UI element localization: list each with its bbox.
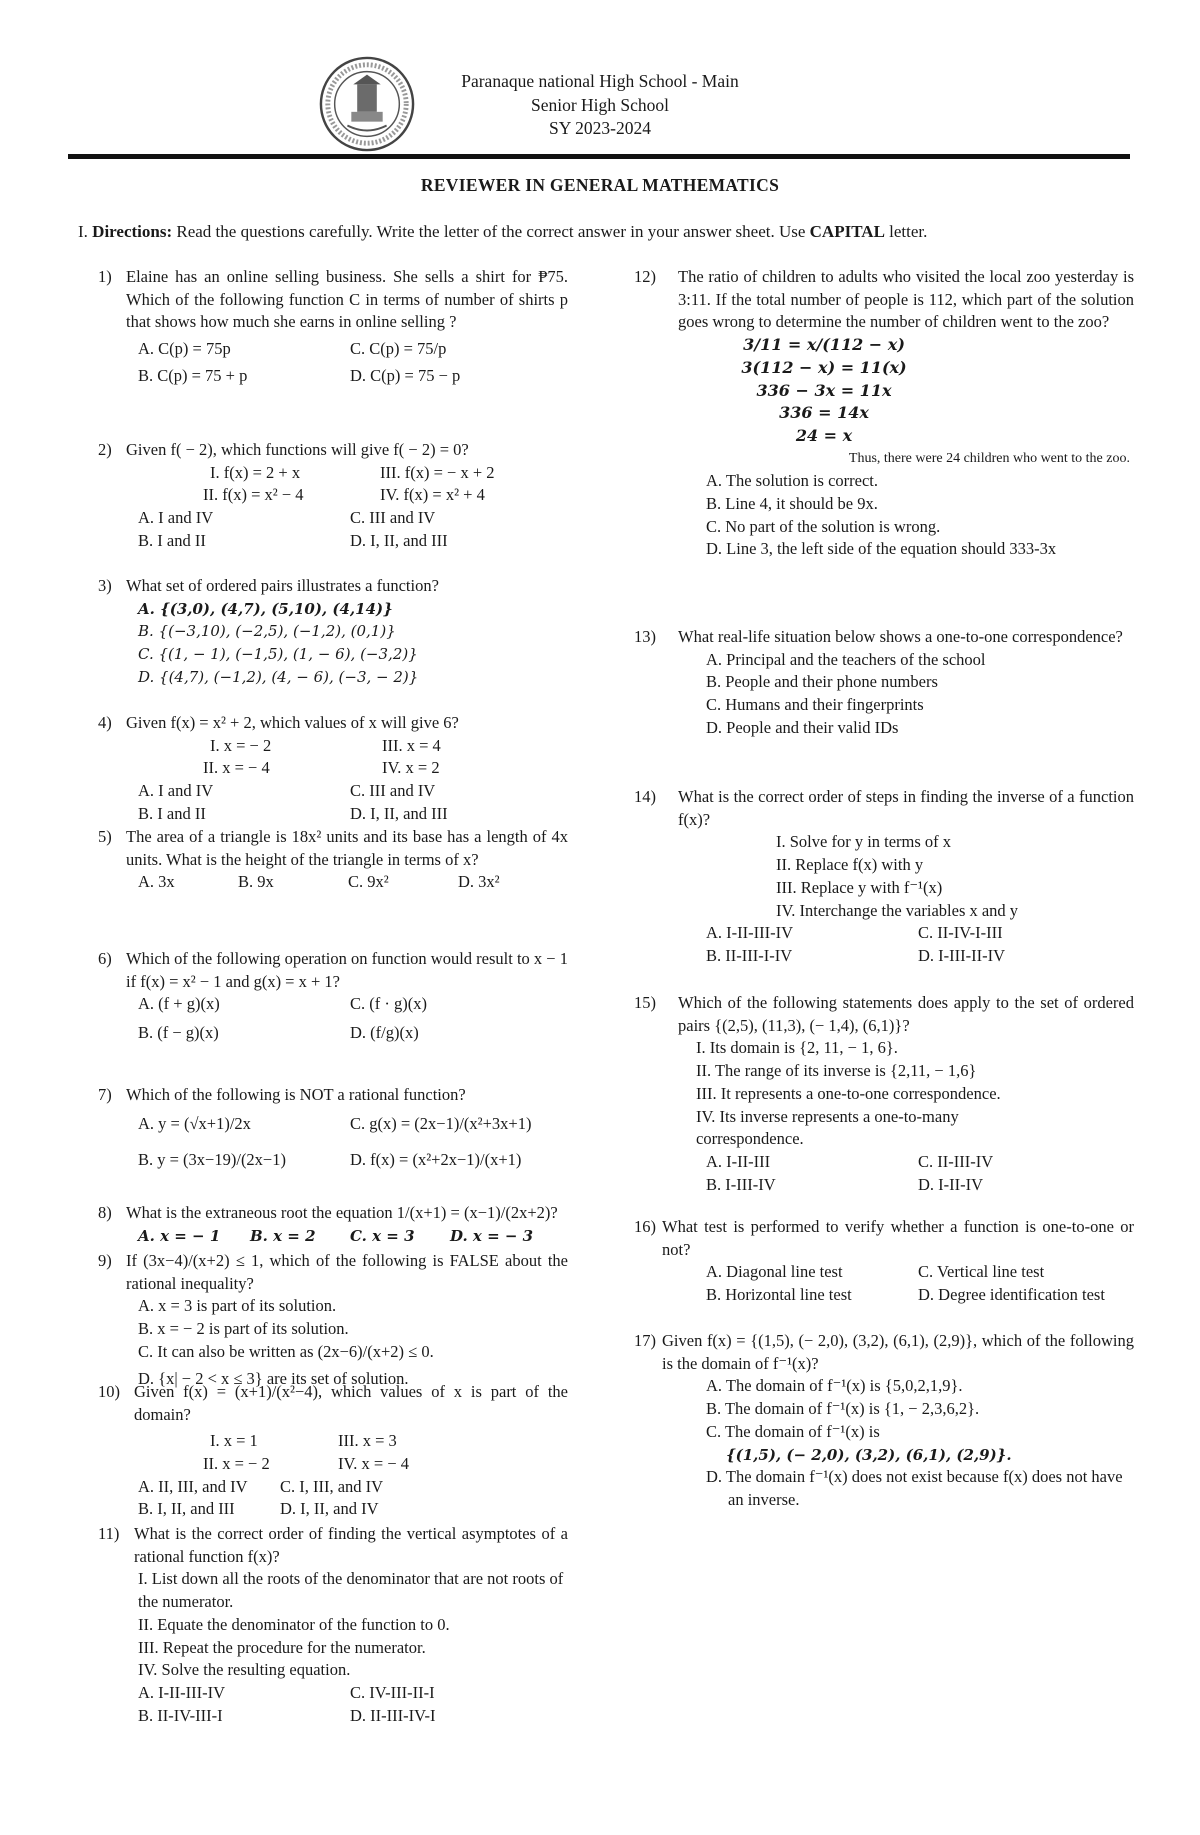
school-year: SY 2023-2024 (549, 118, 651, 138)
question-1: 1) Elaine has an online selling business. She sells a shirt for ₱75. Which of the following function C in terms of number of shirts p that shows how much she earns in online selling ? A. C(p) = 75p C. C(p) = 75/p B. C(p) = 75 + p D. C(p) = 75 − p (98, 267, 568, 385)
page-title: REVIEWER IN GENERAL MATHEMATICS (420, 175, 780, 195)
question-7: 7) Which of the following is NOT a rational function? A. y = (√x+1)/2x C. g(x) = (2x−1)/(x²+3x+1) B. y = (3x−19)/(2x−1) D. f(x) = (x²+2x−1)/(x+1) (98, 1085, 532, 1170)
school-header (0, 70, 1200, 141)
question-4: 4) Given f(x) = x² + 2, which values of x will give 6? I. x = − 2 III. x = 4 II. x = − 4 IV. x = 2 A. I and IV C. III and IV B. I and II D. I, II, and III (98, 713, 459, 823)
header-divider (68, 154, 1130, 159)
question-8: 8) What is the extraneous root the equation 1/(x+1) = (x−1)/(2x+2)? A. x = − 1 B. x = 2 C. x = 3 D. x = − 3 (98, 1203, 558, 1245)
question-17: 17) Given f(x) = {(1,5), (− 2,0), (3,2), (6,1), (2,9)}, which of the following is the domain of f⁻¹(x)? A. The domain of f⁻¹(x) is {5,0,2,1,9}. B. The domain of f⁻¹(x) is {1, − 2,3,6,2}. C. The domain of f⁻¹(x) is {(1,5), (− 2,0), (3,2), (6,1), (2,9)}. D. The domain f⁻¹(x) does not exist because f(x) does not have an inverse. (634, 1331, 1134, 1509)
school-name: Paranaque national High School - Main (461, 71, 739, 91)
question-16: 16) What test is performed to verify whether a function is one-to-one or not? A. Diagonal line test C. Vertical line test B. Horizontal line test D. Degree identification test (634, 1217, 1134, 1305)
school-division: Senior High School (530, 94, 670, 115)
question-10: 10) Given f(x) = (x+1)/(x²−4), which values of x is part of the domain? I. x = 1 III. x = 3 II. x = − 2 IV. x = − 4 A. II, III, and IV C. I, III, and IV B. I, II, and III D. I, II, and IV (98, 1382, 568, 1519)
question-3: 3) What set of ordered pairs illustrates a function? A. {(3,0), (4,7), (5,10), (4,14)} B. {(−3,10), (−2,5), (−1,2), (0,1)} C. {(1, − 1), (−1,5), (1, − 6), (−3,2)} D. {(4,7), (−1,2), (4, − 6), (−3, − 2)} (98, 576, 439, 686)
question-13: 13) What real-life situation below shows a one-to-one correspondence? A. Principal and the teachers of the school B. People and their phone numbers C. Humans and their fingerprints D. People and their valid IDs (634, 627, 1123, 737)
question-6: 6) Which of the following operation on function would result to x − 1 if f(x) = x² − 1 and g(x) = x + 1? A. (f + g)(x) C. (f · g)(x) B. (f − g)(x) D. (f/g)(x) (98, 949, 568, 1043)
question-14: 14) What is the correct order of steps in finding the inverse of a function f(x)? I. Solve for y in terms of x II. Replace f(x) with y III. Replace y with f⁻¹(x) IV. Interchange the variables x and y A. I-II-III-IV C. II-IV-I-III B. II-III-I-IV D. I-III-II-IV (634, 787, 1134, 965)
question-9: 9) If (3x−4)/(x+2) ≤ 1, which of the following is FALSE about the rational inequality? A. x = 3 is part of its solution. B. x = − 2 is part of its solution. C. It can also be written as (2x−6)/(x+2) ≤ 0. D. {x| − 2 < x ≤ 3} are its set of solution. (98, 1251, 568, 1388)
question-12: 12) The ratio of children to adults who visited the local zoo yesterday is 3:11. If the total number of people is 112, which part of the solution goes wrong to determine the number of children went to the zoo? 3/11 = x/(112 − x) 3(112 − x) = 11(x) 336 − 3x = 11x 336 = 14x 24 = x Thus, there were 24 children who went to the zoo. A. The solution is correct. B. Line 4, it should be 9x. C. No part of the solution is wrong. D. Line 3, the left side of the equation should 333-3x (634, 267, 1134, 559)
directions: I. Directions: Read the questions carefully. Write the letter of the correct answer in your answer sheet. Use CAPITAL letter. (78, 222, 928, 241)
question-15: 15) Which of the following statements does apply to the set of ordered pairs {(2,5), (11,3), (− 1,4), (6,1)}? I. Its domain is {2, 11, − 1, 6}. II. The range of its inverse is {2,11, − 1,6} III. It represents a one-to-one correspondence. IV. Its inverse represents a one-to-many correspondence. A. I-II-III C. II-III-IV B. I-III-IV D. I-II-IV (634, 993, 1134, 1194)
question-11: 11) What is the correct order of finding the vertical asymptotes of a rational function f(x)? I. List down all the roots of the denominator that are not roots of the numerator. II. Equate the denominator of the function to 0. III. Repeat the procedure for the numerator. IV. Solve the resulting equation. A. I-II-III-IV C. IV-III-II-I B. II-IV-III-I D. II-III-IV-I (98, 1524, 568, 1725)
question-2: 2) Given f( − 2), which functions will give f( − 2) = 0? I. f(x) = 2 + x III. f(x) = − x + 2 II. f(x) = x² − 4 IV. f(x) = x² + 4 A. I and IV C. III and IV B. I and II D. I, II, and III (98, 440, 495, 550)
question-5: 5) The area of a triangle is 18x² units and its base has a length of 4x units. What is the height of the triangle in terms of x? A. 3x B. 9x C. 9x² D. 3x² (98, 827, 568, 892)
